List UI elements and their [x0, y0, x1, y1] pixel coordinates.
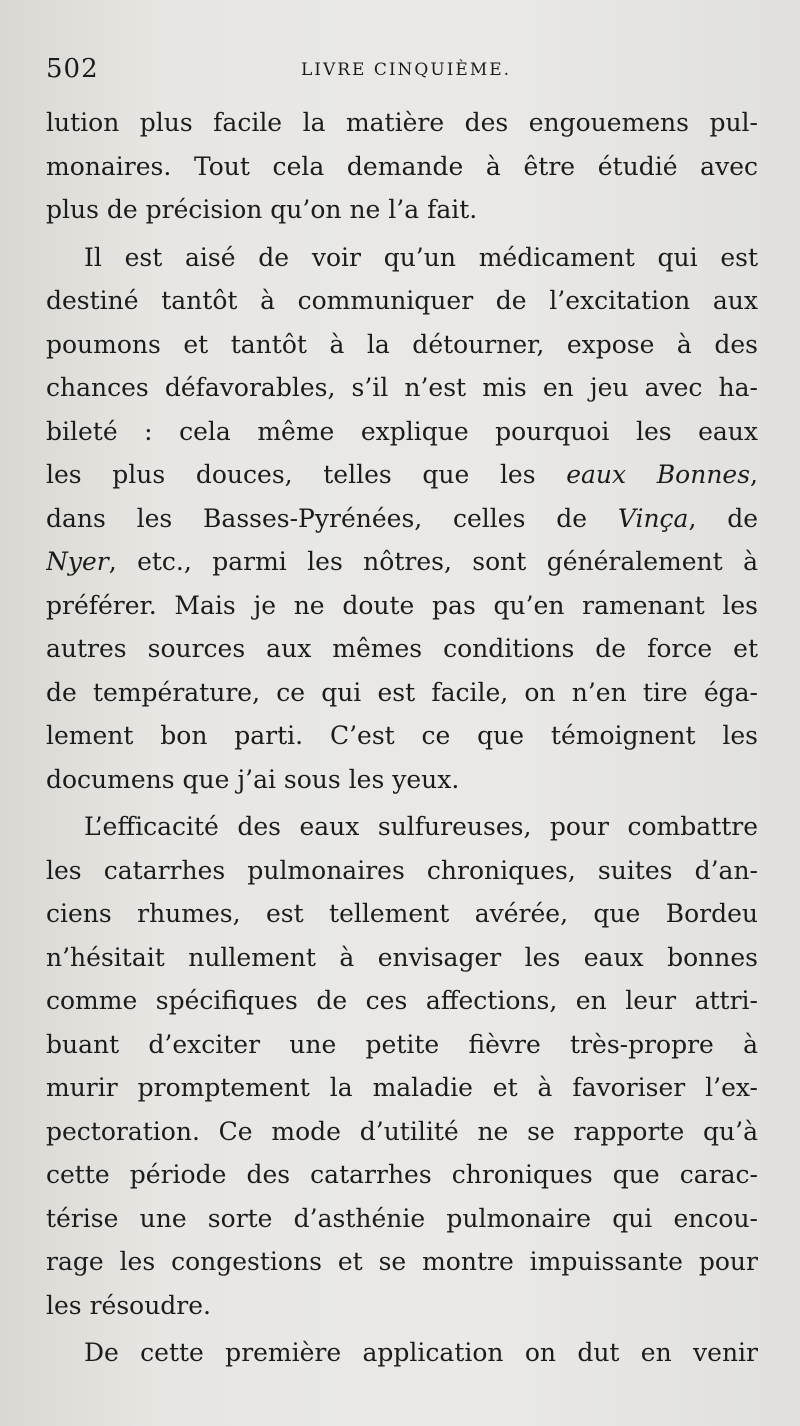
text-line: pectoration. Ce mode d’utilité ne se rapporte qu’à: [46, 1116, 758, 1146]
text-line: poumons et tantôt à la détourner, expose à des: [46, 329, 758, 359]
text-line: ciens rhumes, est tellement avérée, que Bordeu: [46, 899, 758, 928]
text-line: documens que j’ai sous les yeux.: [46, 764, 460, 794]
text-line: plus de précision qu’on ne l’a fait.: [46, 195, 478, 224]
running-head: LIVRE CINQUIÈME.: [300, 60, 512, 80]
text-line: cette période des catarrhes chroniques que carac-: [46, 1160, 758, 1189]
text-line: monaires. Tout cela demande à être étudié avec: [46, 151, 758, 181]
text-line: bileté : cela même explique pourquoi les eaux: [46, 416, 758, 446]
text-line: autres sources aux mêmes conditions de force et: [46, 634, 758, 663]
text-line: les catarrhes pulmonaires chroniques, suites d’an-: [46, 855, 758, 885]
text-line: n’hésitait nullement à envisager les eaux bonnes: [46, 942, 758, 972]
text-line: murir promptement la maladie et à favoriser l’ex-: [46, 1073, 758, 1102]
text-line: L’efficacité des eaux sulfureuses, pour combattre: [84, 812, 758, 841]
text-line: Nyer, etc., parmi les nôtres, sont généralement à: [46, 547, 758, 576]
text-line: chances défavorables, s’il n’est mis en jeu avec ha-: [46, 373, 758, 402]
text-line: les résoudre.: [46, 1290, 211, 1320]
text-line: lution plus facile la matière des engouemens pul-: [46, 108, 758, 137]
text-line: buant d’exciter une petite fièvre très-propre à: [46, 1029, 758, 1059]
text-line: dans les Basses-Pyrénées, celles de Vinça, de: [46, 503, 758, 533]
text-line: de température, ce qui est facile, on n’en tire éga-: [46, 677, 758, 707]
text-line: térise une sorte d’asthénie pulmonaire qui encou-: [46, 1203, 758, 1233]
page-number: 502: [46, 54, 99, 84]
text-line: comme spécifiques de ces affections, en leur attri-: [46, 986, 758, 1015]
body-text: [46, 101, 758, 1375]
text-line: les plus douces, telles que les eaux Bonnes,: [46, 460, 758, 489]
text-line: lement bon parti. C’est ce que témoignent les: [46, 721, 758, 750]
text-line: destiné tantôt à communiquer de l’excitation aux: [46, 286, 758, 315]
text-line: rage les congestions et se montre impuissante pour: [46, 1247, 758, 1276]
text-line: Il est aisé de voir qu’un médicament qui est: [84, 242, 758, 272]
text-line: De cette première application on dut en venir: [84, 1338, 758, 1367]
text-line: préférer. Mais je ne doute pas qu’en ramenant les: [46, 590, 758, 620]
page-header: [46, 54, 766, 94]
